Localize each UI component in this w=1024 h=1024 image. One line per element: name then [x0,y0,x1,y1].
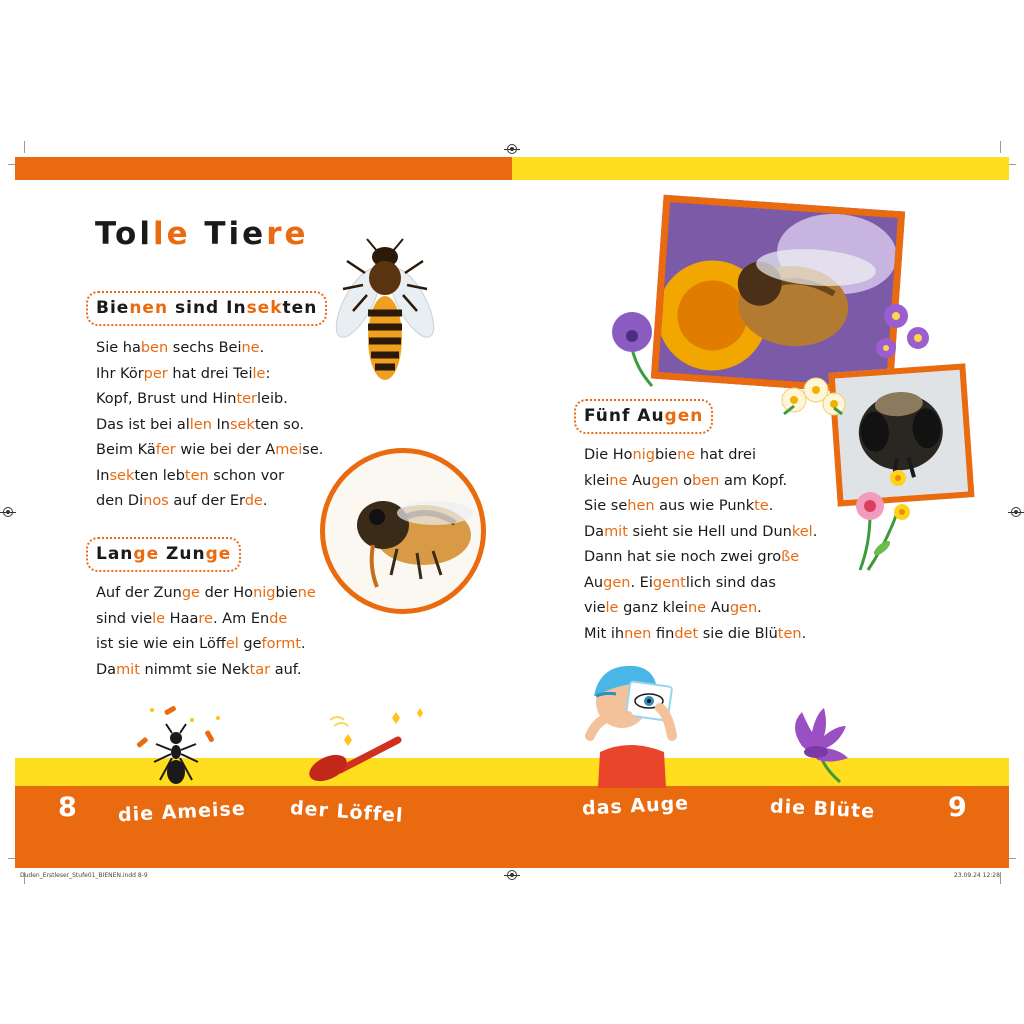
flower-icon [782,706,852,784]
print-date-info: 23.09.24 12:28 [954,872,1000,879]
section-heading-bienen: Bienen sind Insekten [86,291,327,326]
text-line: Ihr Körper hat drei Teile: [96,365,271,382]
bee-photo [320,448,486,614]
flower-icon [608,308,658,388]
text-line: kleine Augen oben am Kopf. [584,472,788,489]
registration-mark-left [3,507,13,517]
text-line: den Dinos auf der Erde. [96,493,268,509]
bottom-strip-orange [15,786,1009,868]
bee-flower-photo [651,195,905,395]
footer-word-loeffel: der Löffel [289,797,405,827]
page-title: Tolle Tiere [95,216,309,252]
paragraph-bienen [96,336,323,515]
registration-mark-top [507,144,517,154]
text-line: Beim Käfer wie bei der Ameise. [96,442,324,458]
ant-icon [130,700,230,792]
text-line: Auf der Zunge der Honigbiene [96,585,316,601]
text-line: ist sie wie ein Löffel geformt. [96,636,306,652]
text-line: Mit ihnen findet sie die Blüten. [584,625,807,642]
footer-word-bluete: die Blüte [769,795,876,823]
page-number-left: 8 [58,792,77,823]
text-line: Augen. Eigentlich sind das [584,574,776,591]
flower-icon [778,374,852,418]
page-number-right: 9 [948,792,967,823]
paragraph-zunge [96,581,316,683]
registration-mark-bottom [507,870,517,880]
paragraph-augen [584,443,817,647]
footer-word-ameise: die Ameise [117,797,247,827]
text-line: Die Honigbiene hat drei [584,447,756,463]
text-line: Das ist bei allen Insekten so. [96,416,305,433]
section-heading-augen: Fünf Augen [574,399,713,434]
text-line: Sie haben sechs Beine. [96,340,265,356]
flower-icon [872,300,936,366]
text-line: Kopf, Brust und Hinterleib. [96,391,288,407]
text-line: sind viele Haare. Am Ende [96,610,288,627]
bee-icon [325,233,445,383]
registration-mark-right [1011,507,1021,517]
text-line: Insekten lebten schon vor [96,467,285,484]
text-line: viele ganz kleine Augen. [584,600,762,616]
text-line: Dann hat sie noch zwei große [584,549,800,565]
footer-word-auge: das Auge [581,792,690,820]
text-line: Damit nimmt sie Nektar auf. [96,661,302,678]
print-file-info: Duden_Erstleser_Stufe01_BIENEN.indd 8-9 [20,872,148,879]
text-line: Sie sehen aus wie Punkte. [584,498,774,514]
text-line: Damit sieht sie Hell und Dunkel. [584,523,818,540]
flower-icon [848,464,918,572]
boy-with-eye-icon [572,656,692,788]
top-bar-orange [15,157,512,180]
section-heading-zunge: Lange Zunge [86,537,241,572]
top-bar-yellow [512,157,1009,180]
spoon-icon [300,700,440,785]
